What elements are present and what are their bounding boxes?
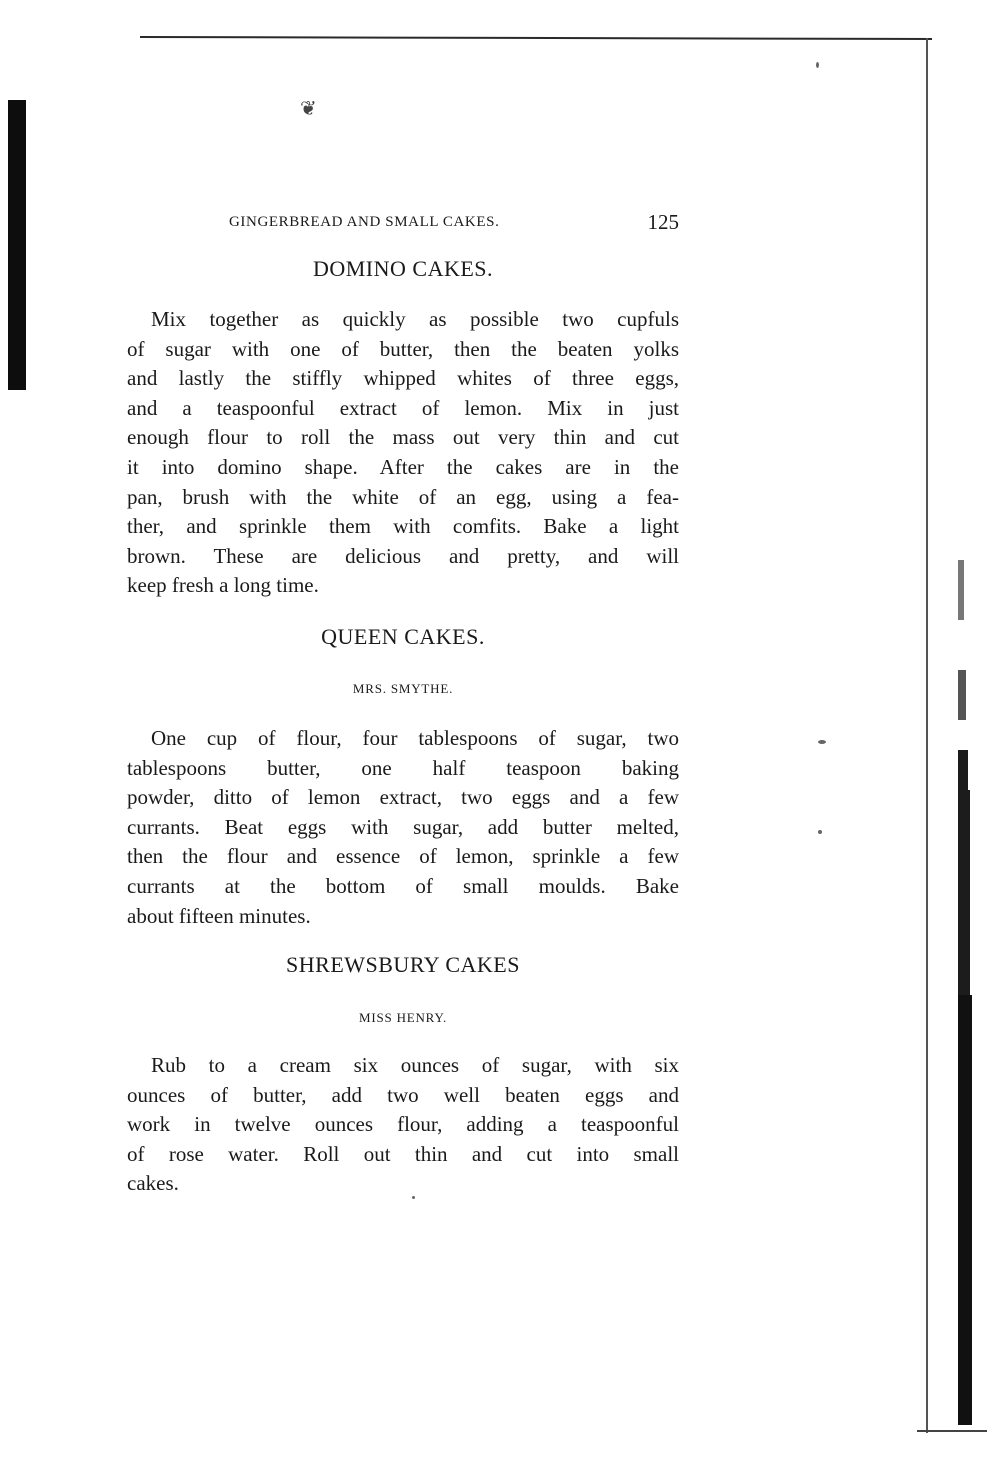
- scan-margin-bar: [8, 100, 26, 390]
- recipe-attribution: MRS. SMYTHE.: [352, 681, 454, 696]
- page-number: 125: [647, 210, 679, 234]
- recipe-body: [127, 724, 679, 931]
- text-line: tablespoons butter, one half teaspoon baking: [127, 755, 679, 780]
- text-line: One cup of flour, four tablespoons of sugar, two: [151, 726, 679, 750]
- page-bottom-rule: [917, 1430, 987, 1432]
- text-line: it into domino shape. After the cakes are in the: [127, 454, 679, 479]
- text-line: cakes.: [127, 1171, 179, 1196]
- page-right-edge: [926, 38, 928, 1433]
- text-line: work in twelve ounces flour, adding a teaspoonful: [127, 1112, 679, 1137]
- recipe-title: DOMINO CAKES.: [312, 256, 494, 281]
- scan-speck: [816, 62, 819, 68]
- recipe-title: QUEEN CAKES.: [321, 624, 485, 649]
- running-head: [229, 210, 679, 234]
- text-line: Mix together as quickly as possible two cupfuls: [151, 307, 679, 331]
- text-line: ounces of butter, add two well beaten eggs and: [127, 1082, 679, 1107]
- text-line: and lastly the stiffly whipped whites of three eggs,: [127, 366, 679, 391]
- text-line: currants at the bottom of small moulds. Bake: [127, 873, 679, 898]
- ornament-icon: ❦: [300, 98, 317, 120]
- page-top-rule: [140, 36, 932, 40]
- running-title: GINGERBREAD AND SMALL CAKES.: [229, 214, 500, 230]
- text-line: of sugar with one of butter, then the beaten yolks: [127, 336, 679, 361]
- scan-speck: [818, 740, 826, 744]
- recipe-attribution: MISS HENRY.: [358, 1010, 448, 1025]
- text-line: brown. These are delicious and pretty, and will: [127, 543, 679, 568]
- text-line: enough flour to roll the mass out very thin and cut: [127, 425, 679, 450]
- text-line: keep fresh a long time.: [127, 573, 319, 598]
- recipe-title: SHREWSBURY CAKES: [286, 952, 520, 977]
- text-line: of rose water. Roll out thin and cut into small: [127, 1141, 679, 1166]
- text-line: currants. Beat eggs with sugar, add butter melted,: [127, 814, 679, 839]
- page-edge-strip: [958, 560, 974, 1426]
- text-line: powder, ditto of lemon extract, two eggs and a few: [127, 785, 679, 810]
- recipe-body: [127, 1051, 679, 1199]
- recipe-body: [127, 305, 679, 601]
- text-line: pan, brush with the white of an egg, using a fea-: [127, 484, 679, 509]
- text-line: ther, and sprinkle them with comfits. Bake a light: [127, 514, 679, 539]
- text-line: then the flour and essence of lemon, sprinkle a few: [127, 844, 679, 869]
- text-line: Rub to a cream six ounces of sugar, with six: [151, 1053, 679, 1077]
- text-line: and a teaspoonful extract of lemon. Mix in just: [127, 395, 679, 420]
- text-line: about fifteen minutes.: [127, 903, 311, 928]
- scan-speck: [818, 830, 822, 834]
